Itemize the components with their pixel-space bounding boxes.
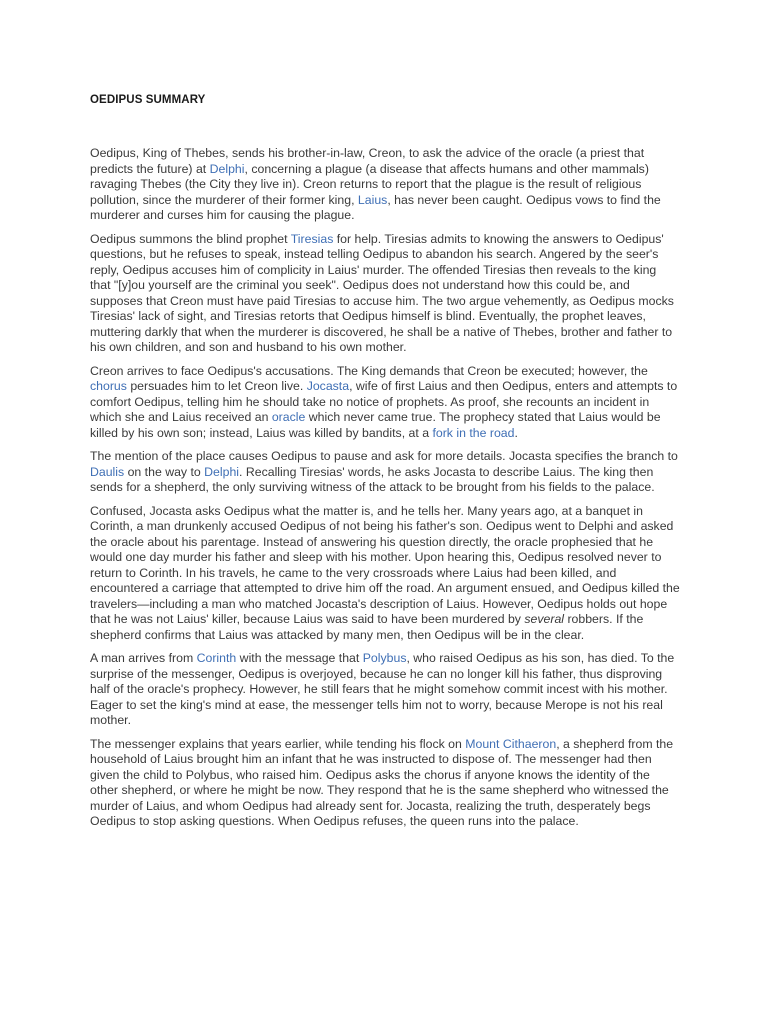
paragraph-text: Confused, Jocasta asks Oedipus what the matter is, and he tells her. Many years ago, at a banquet in Corinth, a man drunkenly accused Oedipus of not being his father's son. Oedipus went to Delphi and asked the oracle about his parentage. Instead of answering his question directly, the oracle prophesied that he would one day murder his father and sleep with his mother. Upon hearing this, Oedipus resolved never to return to Corinth. In his travels, he came to the very crossroads where Laius had been killed, and encountered a carriage that attempted to drive him off the road. An argument ensued, and Oedipus killed the travelers—including a man who matched Jocasta's description of Laius. However, Oedipus holds out hope that he was not Laius' killer, because Laius was said to have been murdered by: [90, 503, 680, 626]
paragraph-text: , who raised Oedipus as his son, has died. To the surprise of the messenger, Oedipus is overjoyed, because he can no longer kill his father, thus disproving half of the oracle's prophecy. However, he still fears that he might somehow commit incest with his mother. Eager to set the king's mind at ease, the messenger tells him not to worry, because Merope is not his real mother.: [90, 651, 675, 727]
link-oracle[interactable]: oracle: [271, 410, 306, 424]
paragraph-text: Oedipus summons the blind prophet: [90, 231, 291, 246]
paragraph-text: , a shepherd from the household of Laius brought him an infant that he was instructed to dispose of. The messenger had then given the child to Polybus, who raised him. Oedipus asks the chorus if anyone knows the identity of the other shepherd, or where he might be now. They respond that he is the same shepherd who witnessed the murder of Laius, and whom Oedipus had already sent for. Jocasta, realizing the truth, desperately begs Oedipus to stop asking questions. When Oedipus refuses, the queen runs into the palace.: [90, 736, 674, 828]
paragraph-text: on the way to: [124, 464, 205, 479]
document-title: OEDIPUS SUMMARY: [90, 94, 206, 106]
summary-paragraph: [90, 364, 680, 442]
link-laius[interactable]: Laius: [357, 192, 388, 207]
paragraph-text: Creon arrives to face Oedipus's accusations. The King demands that Creon be executed; however, the: [90, 363, 648, 378]
paragraph-text: The mention of the place causes Oedipus to pause and ask for more details. Jocasta specifies the branch to: [90, 449, 678, 463]
summary-paragraph: [90, 504, 680, 644]
link-daulis[interactable]: Daulis: [90, 464, 125, 479]
summary-paragraph: [90, 651, 680, 729]
link-delphi[interactable]: Delphi: [209, 161, 245, 176]
summary-paragraph: [90, 146, 680, 224]
paragraph-text: .: [514, 425, 518, 440]
document-body: [90, 146, 680, 830]
paragraph-text: for help. Tiresias admits to knowing the answers to Oedipus' questions, but he refuses to speak, instead telling Oedipus to abandon his search. Angered by the seer's reply, Oedipus accuses him of complicity in Laius' murder. The offended Tiresias then reveals to the king that "[y]ou yourself are the criminal you seek". Oedipus does not understand how this could be, and supposes that Creon must have paid Tiresias to accuse him. The two argue vehemently, as Oedipus mocks Tiresias' lack of sight, and Tiresias retorts that Oedipus himself is blind. Eventually, the prophet leaves, muttering darkly that when the murderer is discovered, he shall be a native of Thebes, brother and father to his own children, and son and husband to his own mother.: [90, 231, 674, 354]
summary-paragraph: [90, 449, 680, 496]
paragraph-text: robbers. If the shepherd confirms that Laius was attacked by many men, then Oedipus will be in the clear.: [90, 612, 644, 642]
link-tiresias[interactable]: Tiresias: [290, 231, 334, 246]
paragraph-text: persuades him to let Creon live.: [126, 379, 307, 393]
link-chorus[interactable]: chorus: [90, 379, 127, 393]
link-delphi[interactable]: Delphi: [204, 464, 240, 479]
paragraph-text: , wife of first Laius and then Oedipus, enters and attempts to comfort Oedipus, telling him he should take no notice of prophets. As proof, she recounts an incident in which she and Laius received an: [90, 379, 678, 424]
paragraph-text: . Recalling Tiresias' words, he asks Jocasta to describe Laius. The king then sends for a shepherd, the only surviving witness of the attack to be brought from his fields to the palace.: [90, 464, 655, 494]
link-corinth[interactable]: Corinth: [196, 651, 237, 665]
paragraph-text: Oedipus, King of Thebes, sends his brother-in-law, Creon, to ask the advice of the oracle (a priest that predicts the future) at: [90, 146, 645, 176]
link-fork-in-the-road[interactable]: fork in the road: [432, 425, 515, 440]
paragraph-text: , concerning a plague (a disease that affects humans and other mammals) ravaging Thebes (the City they live in). Creon returns to report that the plague is the result of religious pollution, since the murderer of their former king,: [90, 161, 649, 207]
paragraph-text: with the message that: [236, 651, 363, 665]
summary-paragraph: [90, 737, 680, 830]
paragraph-text: The messenger explains that years earlier, while tending his flock on: [90, 736, 466, 751]
summary-paragraph: [90, 232, 680, 356]
link-jocasta[interactable]: Jocasta: [306, 379, 350, 393]
link-mount-cithaeron[interactable]: Mount Cithaeron: [465, 736, 557, 751]
paragraph-text: , has never been caught. Oedipus vows to find the murderer and curses him for causing the plague.: [90, 192, 661, 222]
emphasis-text: several: [524, 612, 565, 626]
paragraph-text: which never came true. The prophecy stated that Laius would be killed by his own son; instead, Laius was killed by bandits, at a: [90, 410, 661, 440]
paragraph-text: A man arrives from: [90, 651, 197, 665]
link-polybus[interactable]: Polybus: [362, 651, 407, 665]
